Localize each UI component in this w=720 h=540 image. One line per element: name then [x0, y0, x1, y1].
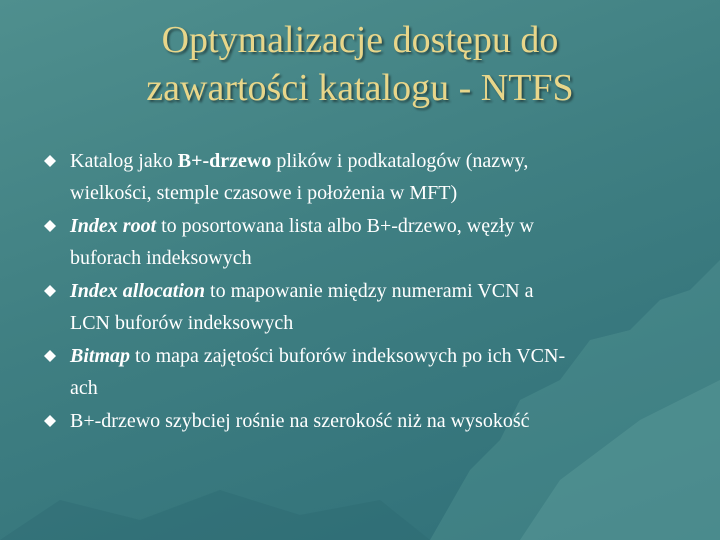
- bullet-text: Katalog jako: [70, 150, 178, 172]
- bullet-item-btree-growth: [42, 405, 692, 437]
- bullet-item-index-allocation: [42, 275, 692, 339]
- bullet-text: to posortowana lista albo B+-drzewo, węzły w: [156, 215, 534, 237]
- bullet-text: plików i podkatalogów (nazwy,: [271, 150, 529, 172]
- diamond-bullet-icon: [44, 350, 56, 362]
- bullet-item-bitmap: [42, 340, 692, 404]
- bullet-line-continuation: LCN buforów indeksowych: [70, 312, 294, 334]
- diamond-bullet-icon: [44, 285, 56, 297]
- bullet-line: B+-drzewo szybciej rośnie na szerokość niż na wysokość: [70, 410, 530, 432]
- bullet-term-btree: B+-drzewo: [177, 150, 272, 172]
- slide-title: [40, 16, 680, 112]
- bullet-term-index-allocation: Index allocation: [70, 280, 206, 302]
- slide-title-line-2: zawartości katalogu - NTFS: [146, 67, 574, 109]
- bullet-term-bitmap: Bitmap: [70, 345, 131, 367]
- bullet-item-index-root: [42, 210, 692, 274]
- bullet-item-btree-directory: [42, 145, 692, 209]
- bullet-line: [70, 210, 692, 242]
- bullet-term-index-root: Index root: [70, 215, 157, 237]
- bullet-line-continuation: buforach indeksowych: [70, 247, 252, 269]
- slide-title-line-1: Optymalizacje dostępu do: [161, 19, 559, 61]
- bullet-text: to mapowanie między numerami VCN a: [205, 280, 534, 302]
- bullet-line: [70, 145, 692, 177]
- diamond-bullet-icon: [44, 415, 56, 427]
- bullet-line: [70, 275, 692, 307]
- bullet-list: [42, 145, 692, 438]
- bullet-line-continuation: ach: [70, 377, 98, 399]
- bullet-line: [70, 340, 692, 372]
- bullet-text: to mapa zajętości buforów indeksowych po ich VCN-: [130, 345, 566, 367]
- diamond-bullet-icon: [44, 155, 56, 167]
- bullet-line-continuation: wielkości, stemple czasowe i położenia w MFT): [70, 182, 458, 204]
- diamond-bullet-icon: [44, 220, 56, 232]
